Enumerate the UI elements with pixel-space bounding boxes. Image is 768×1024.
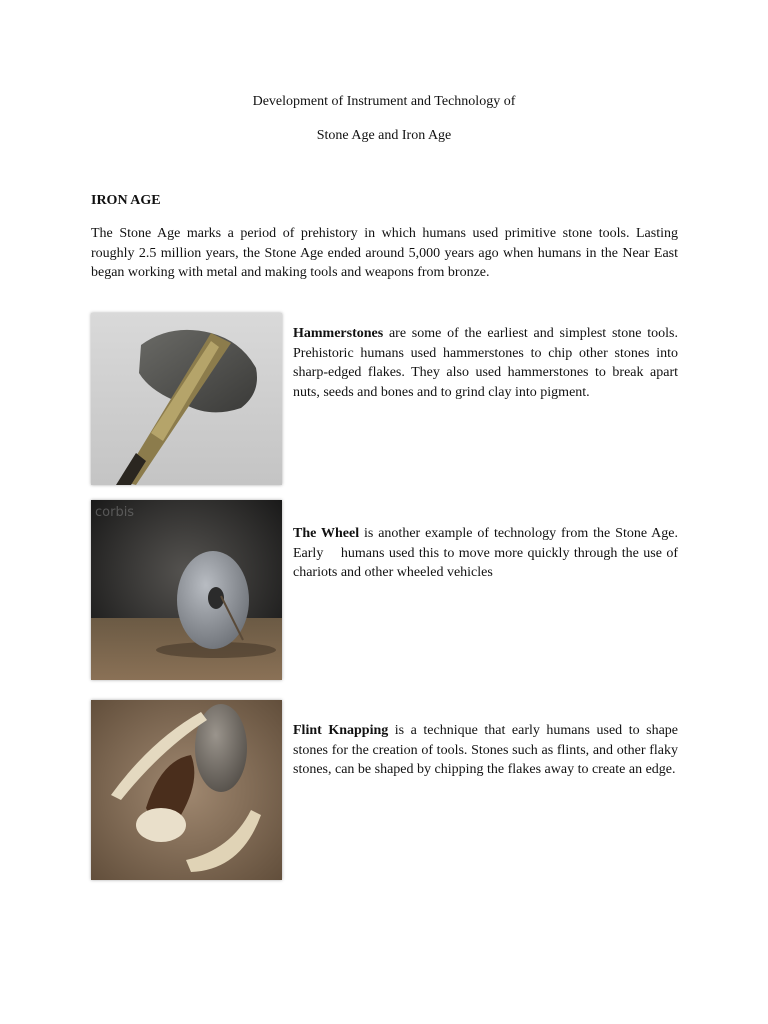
- wheel-text: is another example of technology from the Stone Age. Early humans used this to move more quickly through the use of chariots and other wheeled vehicles: [293, 526, 682, 580]
- wheel-term: The Wheel: [293, 526, 360, 541]
- hammerstones-text: are some of the earliest and simplest stone tools. Prehistoric humans used hammerstones to chip other stones into sharp-edged flakes. They also used hammerstones to break apart nuts, seeds and bones and to grind clay into pigment.: [293, 326, 678, 400]
- corbis-watermark: corbis: [95, 505, 135, 520]
- stone-wheel-image: [91, 500, 282, 680]
- hammerstone-image: [91, 313, 282, 485]
- document-title-line-1: Development of Instrument and Technology of: [252, 94, 516, 109]
- wheel-description: [293, 524, 682, 583]
- flint-knapping-image: [91, 700, 282, 880]
- hammerstones-term: Hammerstones: [293, 326, 384, 341]
- document-title-line-2: Stone Age and Iron Age: [316, 128, 452, 143]
- flint-knapping-term: Flint Knapping: [293, 723, 389, 738]
- intro-paragraph: The Stone Age marks a period of prehistory in which humans used primitive stone tools. Lasting roughly 2.5 million years, the Stone Age ended around 5,000 years ago when humans in the Near East began working with metal and making tools and weapons from bronze.: [91, 226, 678, 280]
- flint-knapping-description: [293, 721, 678, 780]
- flint-knapping-text: is a technique that early humans used to shape stones for the creation of tools. Stones such as flints, and other flaky stones, can be shaped by chipping the flakes away to create an edge.: [293, 723, 678, 777]
- section-heading: IRON AGE: [91, 193, 161, 208]
- hammerstones-description: [293, 324, 678, 402]
